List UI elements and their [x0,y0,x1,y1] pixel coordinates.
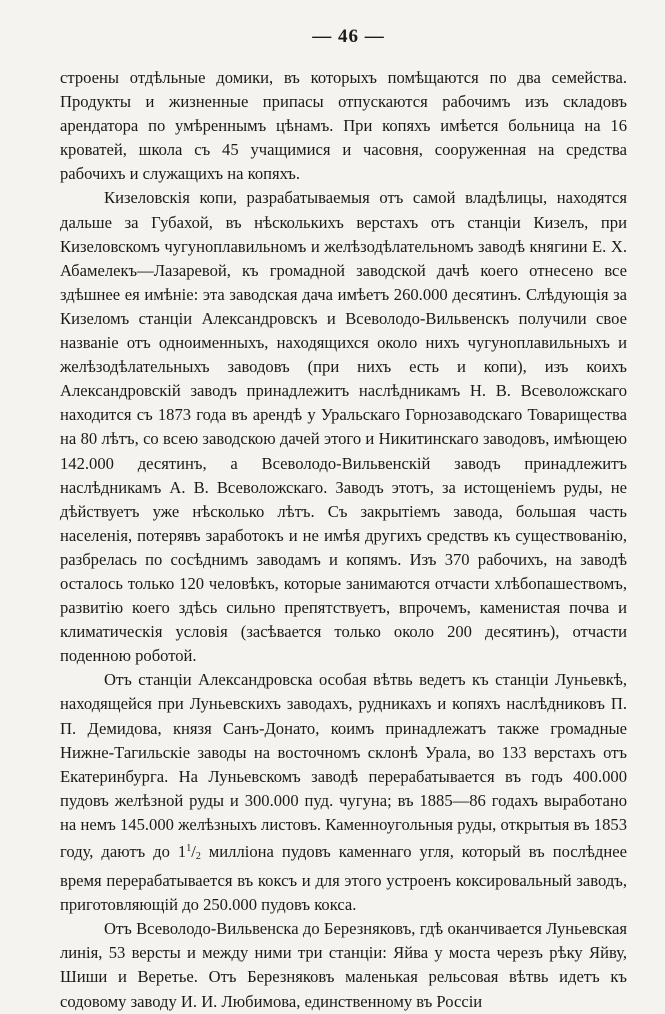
paragraph-4: Отъ Всеволодо-Вильвенска до Березняковъ, гдѣ оканчивается Луньевская линія, 53 версты и между ними три станціи: Яйва у моста черезъ рѣку Яйву, Шиши и Веретье. Отъ Березняковъ маленькая рельсовая вѣтвь идетъ къ содовому заводу И. И. Любимова, единственному въ Россіи [60,919,627,1011]
fraction-whole: 1 [177,842,187,861]
paragraph-3-text-after: милліона пудовъ каменнаго угля, который въ послѣднее время перерабатывается въ коксъ и для этого устроенъ коксировальный заводъ, приготовляющій до 250.000 пудовъ кокса. [60,842,627,915]
fraction-denominator: 2 [195,851,201,862]
body-text [60,66,627,1014]
fraction-numerator: 1 [186,843,192,854]
paragraph-1: строены отдѣльные домики, въ которыхъ помѣщаются по два семейства. Продукты и жизненные припасы отпускаются рабочимъ изъ складовъ арендатора по умѣреннымъ цѣнамъ. При копяхъ имѣется больница на 16 кроватей, школа съ 45 учащимися и часовня, сооруженная на средства рабочихъ и служащихъ на копяхъ. [60,68,627,184]
paragraph-3: Отъ станціи Александровска особая вѣтвь ведетъ къ станціи Луньевкѣ, находящейся при Луньевскихъ заводахъ, рудникахъ и копяхъ наслѣдниковъ П. П. Демидова, князя Санъ-Донато, коимъ принадлежатъ также громадные Нижне-Тагильскіе заводы на восточномъ склонѣ Урала, во 133 верстахъ отъ Екатеринбурга. На Луньевскомъ заводѣ перерабатывается въ годъ 400.000 пудовъ желѣзной руды и 300.000 пуд. чугуна; въ 1885—86 годахъ выработано на немъ 145.000 желѣзныхъ листовъ. Каменноугольныя руды, открытыя въ 1853 году, даютъ до $1^1/2$ милліона пудовъ каменнаго угля, который въ послѣднее время перерабатывается въ коксъ и для этого устроенъ коксировальный заводъ, приготовляющій до 250.000 пудовъ кокса. [60,670,627,915]
page-number: — 46 — [312,26,385,47]
paragraph-3-text-before: Отъ станціи Александровска особая вѣтвь ведетъ къ станціи Луньевкѣ, находящейся при Луньевскихъ заводахъ, рудникахъ и копяхъ наслѣдниковъ П. П. Демидова, князя Санъ-Донато, коимъ принадлежатъ также громадные Нижне-Тагильскіе заводы на восточномъ склонѣ Урала, во 133 верстахъ отъ Екатеринбурга. На Луньевскомъ заводѣ перерабатывается въ годъ 400.000 пудовъ желѣзной руды и 300.000 пуд. чугуна; въ 1885—86 годахъ выработано на немъ 145.000 желѣзныхъ листовъ. Каменноугольныя руды, открытыя въ 1853 году, даютъ до [60,670,627,861]
paragraph-2: Кизеловскія копи, разрабатываемыя отъ самой владѣлицы, находятся дальше за Губахой, въ нѣсколькихъ верстахъ отъ станціи Кизелъ, при Кизеловскомъ чугуноплавильномъ и желѣзодѣлательномъ заводѣ княгини Е. Х. Абамелекъ—Лазаревой, къ громадной заводской дачѣ коего отнесено все здѣшнее ея имѣніе: эта заводская дача имѣетъ 260.000 десятинъ. Слѣдующія за Кизеломъ станціи Александровскъ и Всеволодо-Вильвенскъ получили свое названіе отъ одноименныхъ, находящихся около нихъ чугуноплавильныхъ и желѣзодѣлательныхъ заводовъ (при нихъ есть и копи), изъ коихъ Александровскій заводъ принадлежитъ наслѣдникамъ Н. В. Всеволожскаго находится съ 1873 года въ арендѣ у Уральскаго Горнозаводскаго Товарищества на 80 лѣтъ, со всею заводскою дачей этого и Никитинскаго заводовъ, имѣющею 142.000 десятинъ, а Всеволодо-Вильвенскій заводъ принадлежитъ наслѣдникамъ А. В. Всеволожскаго. Заводъ этотъ, за истощеніемъ руды, не дѣйствуетъ уже нѣсколько лѣтъ. Съ закрытіемъ завода, большая часть населенія, потерявъ заработокъ и не имѣя другихъ средствъ къ существованію, разбрелась по сосѣднимъ заводамъ и копямъ. Изъ 370 рабочихъ, на заводѣ осталось только 120 человѣкъ, которые занимаются отчасти хлѣбопашествомъ, развитію коего здѣсь сильно препятствуетъ, впрочемъ, каменистая почва и климатическія условія (засѣвается только около 200 десятинъ), отчасти поденною роботой. [60,188,627,666]
